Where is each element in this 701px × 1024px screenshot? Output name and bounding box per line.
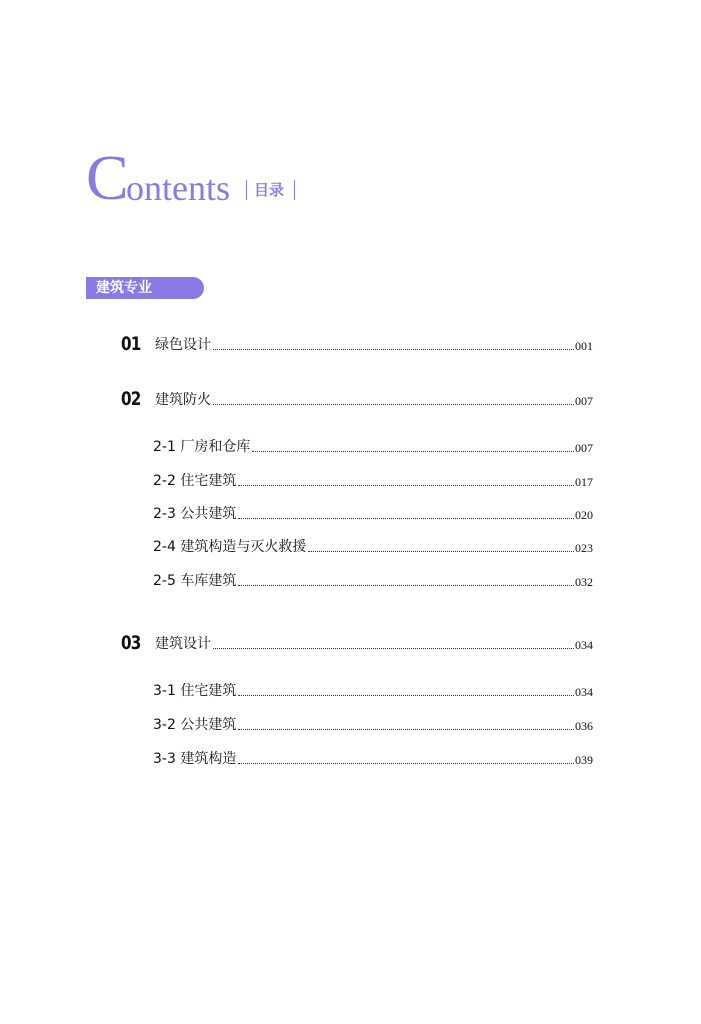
dot-leader — [213, 403, 574, 405]
toc-item[interactable] — [0, 536, 701, 560]
toc-chapter[interactable] — [0, 389, 701, 413]
page-number: 034 — [575, 638, 593, 652]
dot-leader — [238, 584, 574, 586]
item-label: 3-1 住宅建筑 — [153, 683, 237, 699]
page-number: 039 — [575, 753, 593, 767]
toc-line — [153, 714, 593, 734]
divider — [294, 180, 295, 200]
item-label: 3-2 公共建筑 — [153, 717, 237, 733]
dot-leader — [213, 348, 574, 350]
chapter-title: 绿色设计 — [155, 337, 211, 353]
toc-line — [153, 536, 593, 556]
contents-initial: C — [86, 142, 129, 213]
toc-chapter[interactable] — [0, 334, 701, 358]
page-number: 007 — [575, 441, 593, 455]
toc-line — [155, 633, 593, 653]
chapter-number: 02 — [121, 388, 141, 410]
item-label: 3-3 建筑构造 — [153, 751, 237, 767]
toc-item[interactable] — [0, 680, 701, 704]
item-label: 2-5 车库建筑 — [153, 573, 237, 589]
toc-line — [155, 389, 593, 409]
item-label: 2-1 厂房和仓库 — [153, 439, 251, 455]
toc-item[interactable] — [0, 503, 701, 527]
dot-leader — [238, 762, 574, 764]
dot-leader — [238, 728, 574, 730]
toc-line — [153, 680, 593, 700]
chapter-title: 建筑设计 — [155, 636, 211, 652]
section-badge: 建筑专业 — [86, 277, 204, 299]
page-number: 020 — [575, 508, 593, 522]
page-number: 001 — [575, 339, 593, 353]
toc-line — [153, 470, 593, 490]
toc-line — [153, 748, 593, 768]
toc-item[interactable] — [0, 436, 701, 460]
item-label: 2-2 住宅建筑 — [153, 473, 237, 489]
chapter-title: 建筑防火 — [155, 392, 211, 408]
toc-item[interactable] — [0, 714, 701, 738]
chapter-number: 01 — [121, 333, 141, 355]
dot-leader — [238, 694, 574, 696]
contents-cn-title: 目录 — [254, 181, 285, 199]
page-number: 032 — [575, 575, 593, 589]
toc-line — [153, 503, 593, 523]
dot-leader — [308, 550, 574, 552]
toc-line — [153, 436, 593, 456]
dot-leader — [252, 450, 574, 452]
item-label: 2-4 建筑构造与灭火救援 — [153, 539, 307, 555]
page-number: 007 — [575, 394, 593, 408]
page-number: 034 — [575, 685, 593, 699]
toc-item[interactable] — [0, 570, 701, 594]
toc-item[interactable] — [0, 748, 701, 772]
page-number: 036 — [575, 719, 593, 733]
toc-item[interactable] — [0, 470, 701, 494]
item-label: 2-3 公共建筑 — [153, 506, 237, 522]
toc-line — [155, 334, 593, 354]
dot-leader — [238, 484, 574, 486]
dot-leader — [213, 647, 574, 649]
toc-chapter[interactable] — [0, 633, 701, 657]
chapter-number: 03 — [121, 632, 141, 654]
contents-title: ontents — [126, 168, 230, 208]
divider — [246, 180, 247, 200]
dot-leader — [238, 517, 574, 519]
page-number: 023 — [575, 541, 593, 555]
page-number: 017 — [575, 475, 593, 489]
toc-line — [153, 570, 593, 590]
